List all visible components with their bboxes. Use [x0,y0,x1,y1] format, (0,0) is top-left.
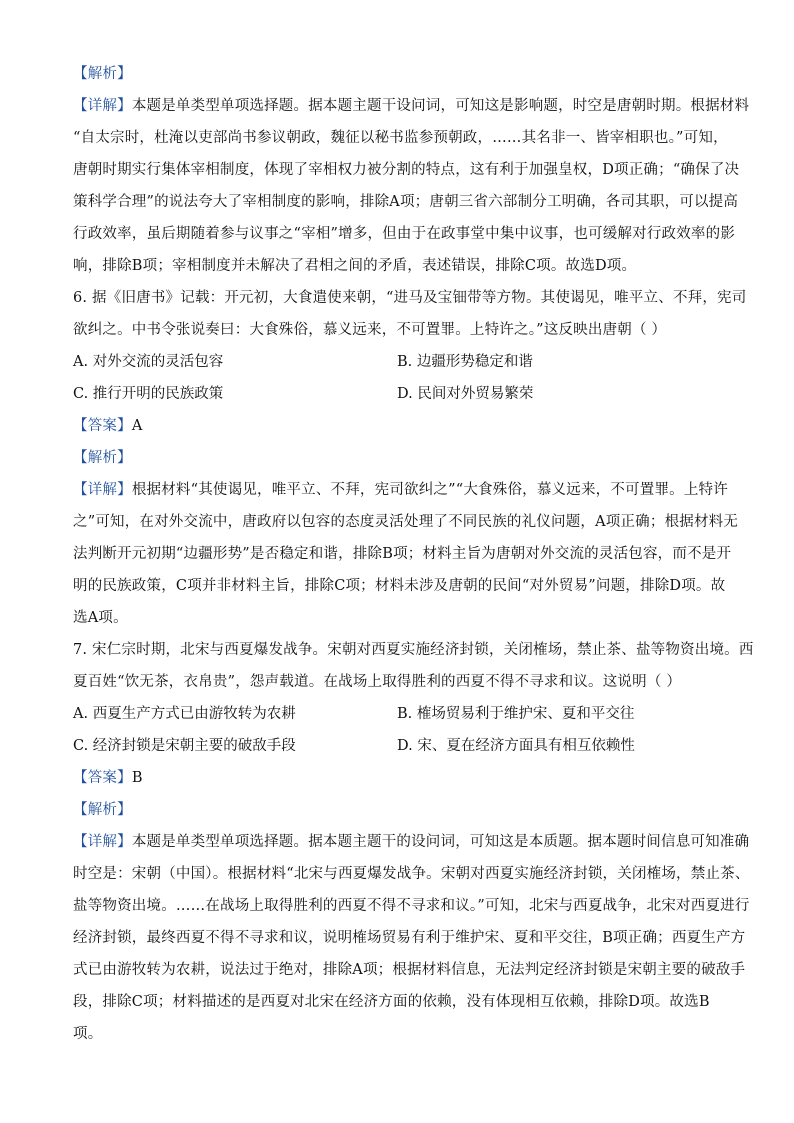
section-label-analysis: 【解析】 [73,66,132,82]
section-label-analysis: 【解析】 [73,802,132,818]
q6-option-a: A. 对外交流的灵活包容 [73,354,224,370]
explanation-line: 式已由游牧转为农耕，说法过于绝对，排除A项；根据材料信息，无法判定经济封锁是宋朝主要的破敌手 [73,962,746,978]
explanation-line: 【详解】本题是单类型单项选择题。据本题主题干设问词，可知这是影响题，时空是唐朝时期。根据材料 [73,98,750,114]
explanation-line: 【详解】本题是单类型单项选择题。据本题主题干的设问词，可知这是本质题。据本题时间信息可知准确 [73,834,750,850]
explanation-line: 明的民族政策，C项并非材料主旨，排除C项；材料未涉及唐朝的民间“对外贸易”问题，排除D项。故 [73,578,726,594]
explanation-line: 经济封锁，最终西夏不得不寻求和议，说明榷场贸易有利于维护宋、夏和平交往，B项正确；西夏生产方 [73,930,746,946]
q6-option-c: C. 推行开明的民族政策 [73,386,224,402]
explanation-line: 选A项。 [73,610,128,626]
explanation-line: 盐等物资出境。……在战场上取得胜利的西夏不得不寻求和议。”可知，北宋与西夏战争，北宋对西夏进行 [73,898,750,914]
q6-answer: 【答案】A [73,418,143,434]
explanation-line: 【详解】根据材料“其使谒见，唯平立、不拜，宪司欲纠之”“大食殊俗，慕义远来，不可置罪。上特许 [73,482,728,498]
explanation-line: 唐朝时期实行集体宰相制度，体现了宰相权力被分割的特点，这有利于加强皇权，D项正确；“确保了决 [73,162,740,178]
q7-option-b: B. 榷场贸易利于维护宋、夏和平交往 [397,706,635,722]
explanation-line: 段，排除C项；材料描述的是西夏对北宋在经济方面的依赖，没有体现相互依赖，排除D项。故选B [73,994,710,1010]
explanation-line: 时空是：宋朝（中国）。根据材料“北宋与西夏爆发战争。宋朝对西夏实施经济封锁，关闭榷场，禁止茶、 [73,866,750,882]
q7-option-c: C. 经济封锁是宋朝主要的破敌手段 [73,738,296,754]
q7-option-a: A. 西夏生产方式已由游牧转为农耕 [73,706,296,722]
explanation-line: 法判断开元初期“边疆形势”是否稳定和谐，排除B项；材料主旨为唐朝对外交流的灵活包容，而不是开 [73,546,732,562]
explanation-line: 响，排除B项；宰相制度并未解决了君相之间的矛盾，表述错误，排除C项。故选D项。 [73,258,637,274]
q6-option-b: B. 边疆形势稳定和谐 [397,354,533,370]
explanation-line: 行政效率，虽后期随着参与议事之“宰相”增多，但由于在政事堂中集中议事，也可缓解对行政效率的影 [73,226,736,242]
q6-option-d: D. 民间对外贸易繁荣 [397,386,534,402]
explanation-line: 项。 [73,1026,103,1042]
question-7-stem: 夏百姓“饮无茶，衣帛贵”，怨声载道。在战场上取得胜利的西夏不得不寻求和议。这说明（ ） [73,674,682,690]
q7-answer: 【答案】B [73,770,143,786]
question-7-stem: 7. 宋仁宗时期，北宋与西夏爆发战争。宋朝对西夏实施经济封锁，关闭榷场，禁止茶、盐等物资出境。西 [73,642,754,658]
explanation-line: 策科学合理”的说法夸大了宰相制度的影响，排除A项；唐朝三省六部制分工明确，各司其职，可以提高 [73,194,739,210]
question-6-stem: 6. 据《旧唐书》记载：开元初，大食遣使来朝，“进马及宝钿带等方物。其使谒见，唯平立、不拜，宪司 [73,290,747,306]
question-6-stem: 欲纠之。中书令张说奏曰：大食殊俗，慕义远来，不可置罪。上特许之。”这反映出唐朝（ ） [73,322,667,338]
explanation-line: “自太宗时，杜淹以吏部尚书参议朝政，魏征以秘书监参预朝政，……其名非一、皆宰相职也。”可知， [73,130,728,146]
q7-option-d: D. 宋、夏在经济方面具有相互依赖性 [397,738,635,754]
explanation-line: 之”可知，在对外交流中，唐政府以包容的态度灵活处理了不同民族的礼仪问题，A项正确；根据材料无 [73,514,739,530]
section-label-analysis: 【解析】 [73,450,132,466]
